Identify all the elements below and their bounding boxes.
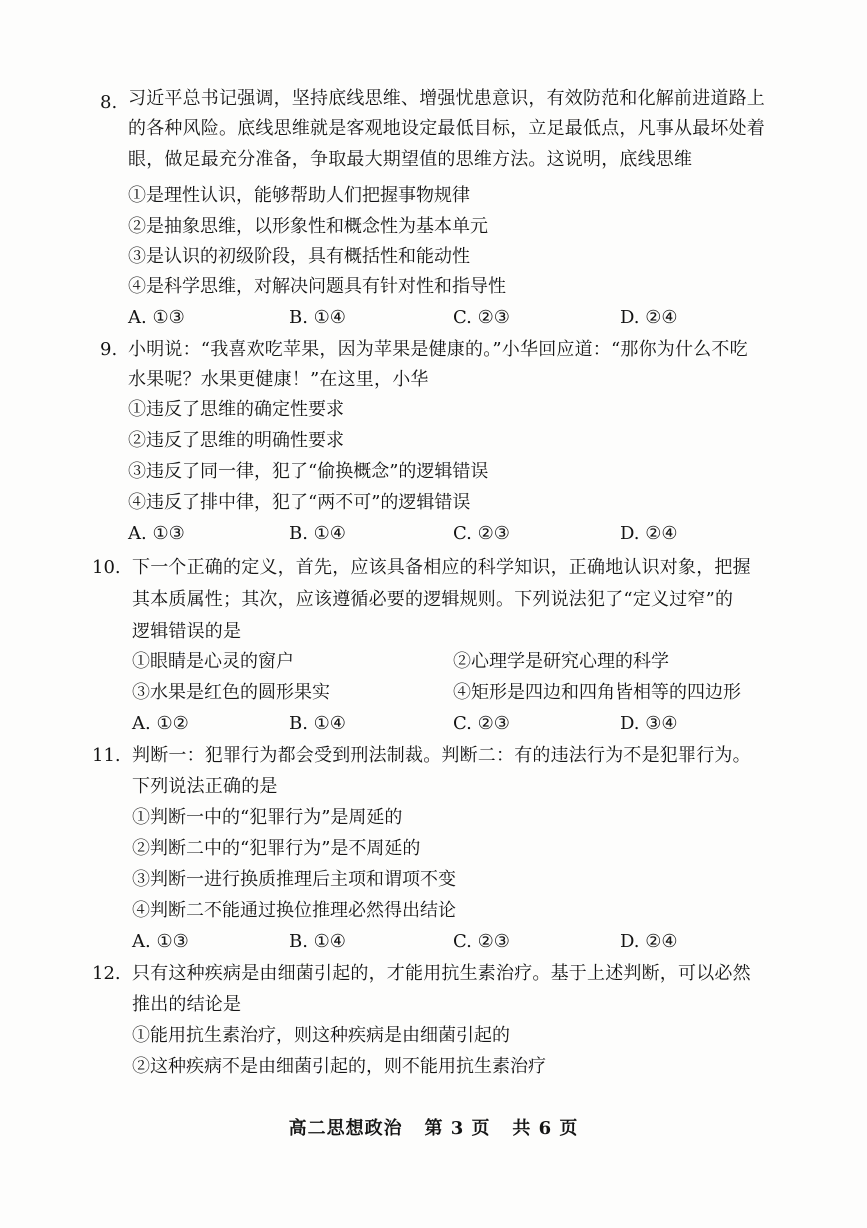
question-stem-line: 其本质属性；其次，应该遵循必要的逻辑规则。下列说法犯了“定义过窄”的 bbox=[132, 589, 734, 610]
option-1: ①是理性认识，能够帮助人们把握事物规律 bbox=[128, 185, 470, 206]
option-1: ①眼睛是心灵的窗户 bbox=[132, 651, 294, 672]
choice-d: D. ②④ bbox=[620, 307, 678, 328]
option-4: ④违反了排中律，犯了“两不可”的逻辑错误 bbox=[128, 492, 471, 513]
question-stem-line: 下一个正确的定义，首先，应该具备相应的科学知识，正确地认识对象，把握 bbox=[132, 557, 751, 578]
choice-a: A. ①③ bbox=[132, 931, 189, 952]
question-stem-line: 下列说法正确的是 bbox=[132, 776, 278, 797]
question-stem-line: 只有这种疾病是由细菌引起的，才能用抗生素治疗。基于上述判断，可以必然 bbox=[132, 963, 751, 984]
choice-b: B. ①④ bbox=[289, 523, 346, 544]
choice-a: A. ①② bbox=[132, 713, 189, 734]
choice-d: D. ②④ bbox=[620, 931, 678, 952]
choice-c: C. ②③ bbox=[453, 713, 510, 734]
page-footer bbox=[0, 1114, 867, 1140]
option-2: ②心理学是研究心理的科学 bbox=[453, 651, 669, 672]
question-stem-line: 推出的结论是 bbox=[132, 994, 242, 1015]
option-2: ②是抽象思维，以形象性和概念性为基本单元 bbox=[128, 216, 488, 237]
choice-d: D. ③④ bbox=[620, 713, 678, 734]
option-1: ①判断一中的“犯罪行为”是周延的 bbox=[132, 807, 403, 828]
question-number: 8. bbox=[100, 92, 118, 113]
question-stem-line: 逻辑错误的是 bbox=[132, 621, 242, 642]
question-number: 11. bbox=[92, 745, 121, 766]
question-number: 9. bbox=[100, 339, 118, 360]
option-2: ②这种疾病不是由细菌引起的，则不能用抗生素治疗 bbox=[132, 1056, 546, 1077]
option-2: ②判断二中的“犯罪行为”是不周延的 bbox=[132, 838, 421, 859]
question-stem-line: 判断一：犯罪行为都会受到刑法制裁。判断二：有的违法行为不是犯罪行为。 bbox=[132, 745, 751, 766]
option-3: ③水果是红色的圆形果实 bbox=[132, 682, 330, 703]
choice-b: B. ①④ bbox=[289, 713, 346, 734]
option-3: ③违反了同一律，犯了“偷换概念”的逻辑错误 bbox=[128, 461, 489, 482]
option-1: ①违反了思维的确定性要求 bbox=[128, 399, 344, 420]
footer-page-number: 第 3 页 bbox=[424, 1118, 491, 1139]
choice-a: A. ①③ bbox=[128, 523, 185, 544]
option-2: ②违反了思维的明确性要求 bbox=[128, 430, 344, 451]
choice-a: A. ①③ bbox=[128, 307, 185, 328]
option-4: ④是科学思维，对解决问题具有针对性和指导性 bbox=[128, 276, 506, 297]
option-3: ③是认识的初级阶段，具有概括性和能动性 bbox=[128, 246, 470, 267]
choice-c: C. ②③ bbox=[453, 307, 510, 328]
choice-c: C. ②③ bbox=[453, 523, 510, 544]
question-number: 10. bbox=[92, 557, 121, 578]
choice-b: B. ①④ bbox=[289, 931, 346, 952]
option-4: ④判断二不能通过换位推理必然得出结论 bbox=[132, 900, 456, 921]
choice-d: D. ②④ bbox=[620, 523, 678, 544]
choice-b: B. ①④ bbox=[289, 307, 346, 328]
question-stem-line: 小明说：“我喜欢吃苹果，因为苹果是健康的。”小华回应道：“那你为什么不吃 bbox=[128, 339, 748, 360]
question-stem-line: 习近平总书记强调，坚持底线思维、增强忧患意识，有效防范和化解前进道路上 bbox=[128, 88, 765, 109]
option-1: ①能用抗生素治疗，则这种疾病是由细菌引起的 bbox=[132, 1025, 510, 1046]
footer-subject: 高二思想政治 bbox=[288, 1118, 403, 1139]
footer-total-pages: 共 6 页 bbox=[512, 1118, 579, 1139]
question-number: 12. bbox=[92, 963, 121, 984]
choice-c: C. ②③ bbox=[453, 931, 510, 952]
question-stem-line: 水果呢？水果更健康！”在这里，小华 bbox=[128, 369, 429, 390]
option-3: ③判断一进行换质推理后主项和谓项不变 bbox=[132, 869, 456, 890]
question-stem-line: 的各种风险。底线思维就是客观地设定最低目标，立足最低点，凡事从最坏处着 bbox=[128, 118, 765, 139]
option-4: ④矩形是四边和四角皆相等的四边形 bbox=[453, 682, 741, 703]
question-stem-line: 眼，做足最充分准备，争取最大期望值的思维方法。这说明，底线思维 bbox=[128, 149, 693, 170]
